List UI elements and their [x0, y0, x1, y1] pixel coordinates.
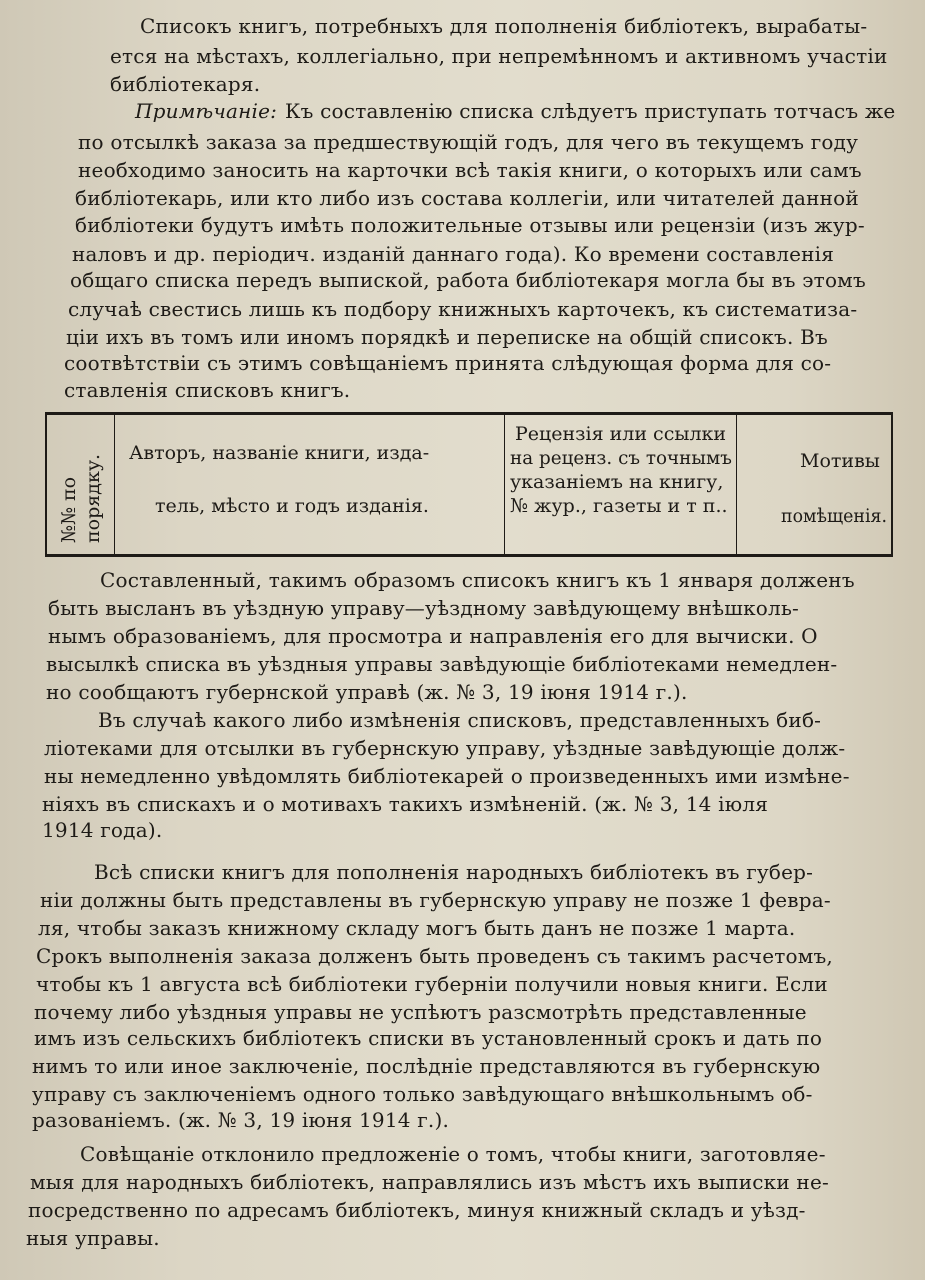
text-line: Совѣщаніе отклонило предложеніе о томъ, чтобы книги, заготовляе-: [80, 1142, 826, 1166]
text-line: управу съ заключеніемъ одного только завѣдующаго внѣшкольнымъ об-: [32, 1082, 813, 1106]
text-line: ны немедленно увѣдомлять библіотекарей о произведенныхъ ими измѣне-: [44, 764, 850, 788]
text-line: ныя управы.: [26, 1226, 160, 1250]
text-line: но сообщаютъ губернской управѣ (ж. № 3, 19 іюня 1914 г.).: [46, 680, 688, 704]
text-line: библіотекарь, или кто либо изъ состава коллегіи, или читателей данной: [75, 186, 859, 210]
text-line: случаѣ свестись лишь къ подбору книжныхъ карточекъ, къ систематиза-: [68, 297, 858, 321]
text-line: Срокъ выполненія заказа долженъ быть проведенъ съ такимъ расчетомъ,: [36, 944, 833, 968]
text-line: быть высланъ въ уѣздную управу—уѣздному завѣдующему внѣшколь-: [48, 596, 799, 620]
text-line: чтобы къ 1 августа всѣ библіотеки губерніи получили новыя книги. Если: [36, 972, 828, 996]
text-line: 1914 года).: [42, 818, 163, 842]
text-line: ніяхъ въ спискахъ и о мотивахъ такихъ измѣненій. (ж. № 3, 14 іюля: [42, 792, 769, 816]
table-header-author-line: тель, мѣсто и годъ изданія.: [155, 495, 429, 517]
text-line: ставленія списковъ книгъ.: [64, 378, 351, 402]
text-line: Всѣ списки книгъ для пополненія народныхъ библіотекъ въ губер-: [94, 860, 814, 884]
text-line: соотвѣтствіи съ этимъ совѣщаніемъ принята слѣдующая форма для со-: [64, 351, 832, 375]
table-header-motives-line: Мотивы: [800, 450, 880, 472]
text-line: Къ составленію списка слѣдуетъ приступать тотчасъ же: [285, 99, 896, 123]
table-header-motives-line: помѣщенія.: [781, 505, 888, 527]
table-header-review-line: Рецензія или ссылки: [515, 423, 727, 445]
text-line: разованіемъ. (ж. № 3, 19 іюня 1914 г.).: [32, 1108, 450, 1132]
text-line: ніи должны быть представлены въ губернскую управу не позже 1 февра-: [40, 888, 831, 912]
text-line: ется на мѣстахъ, коллегіально, при непремѣнномъ и активномъ участіи: [110, 44, 888, 68]
text-line: Составленный, такимъ образомъ списокъ книгъ къ 1 января долженъ: [100, 568, 855, 592]
table-col-motives: [737, 415, 891, 554]
text-line: ліотеками для отсылки въ губернскую управу, уѣздные завѣдующіе долж-: [44, 736, 846, 760]
text-line: почему либо уѣздныя управы не успѣютъ разсмотрѣть представленные: [34, 1000, 807, 1024]
list-form-table: [45, 412, 893, 557]
text-line: необходимо заносить на карточки всѣ такія книги, о которыхъ или самъ: [78, 158, 862, 182]
table-header-review-line: указаніемъ на книгу,: [510, 471, 724, 493]
text-line: высылкѣ списка въ уѣздныя управы завѣдующіе библіотеками немедлен-: [46, 652, 838, 676]
table-col-number: [47, 415, 115, 554]
text-line: мыя для народныхъ библіотекъ, направлялись изъ мѣстъ ихъ выписки не-: [30, 1170, 829, 1194]
table-col-author: [115, 415, 505, 554]
text-line: наловъ и др. періодич. изданій даннаго года). Ко времени составленія: [72, 242, 835, 266]
text-line: Списокъ книгъ, потребныхъ для пополненія библіотекъ, вырабаты-: [140, 14, 868, 38]
text-line: библіотеки будутъ имѣть положительные отзывы или рецензіи (изъ жур-: [75, 213, 865, 237]
text-line: имъ изъ сельскихъ библіотекъ списки въ установленный срокъ и дать по: [34, 1026, 823, 1050]
text-line: нымъ образованіемъ, для просмотра и направленія его для вычиски. О: [48, 624, 818, 648]
text-line: Въ случаѣ какого либо измѣненія списковъ, представленныхъ биб-: [98, 708, 822, 732]
text-line: ля, чтобы заказъ книжному складу могъ быть данъ не позже 1 марта.: [38, 916, 796, 940]
table-header-review-line: № жур., газеты и т п..: [510, 495, 728, 517]
text-line: общаго списка передъ выпиской, работа библіотекаря могла бы въ этомъ: [70, 268, 866, 292]
text-line: ціи ихъ въ томъ или иномъ порядкѣ и переписке на общій списокъ. Въ: [66, 325, 828, 349]
table-header-review-line: на реценз. съ точнымъ: [510, 447, 732, 469]
note-label: Примѣчаніе:: [135, 99, 278, 123]
table-header-author-line: Авторъ, названіе книги, изда-: [129, 442, 430, 464]
text-line: нимъ то или иное заключеніе, послѣдніе представляются въ губернскую: [32, 1054, 821, 1078]
text-line: посредственно по адресамъ библіотекъ, минуя книжный складъ и уѣзд-: [28, 1198, 806, 1222]
table-header-number: №№ по порядку.: [58, 453, 104, 543]
text-line: по отсылкѣ заказа за предшествующій годъ, для чего въ текущемъ году: [78, 130, 859, 154]
table-col-review: [505, 415, 737, 554]
text-line: библіотекаря.: [110, 72, 261, 96]
